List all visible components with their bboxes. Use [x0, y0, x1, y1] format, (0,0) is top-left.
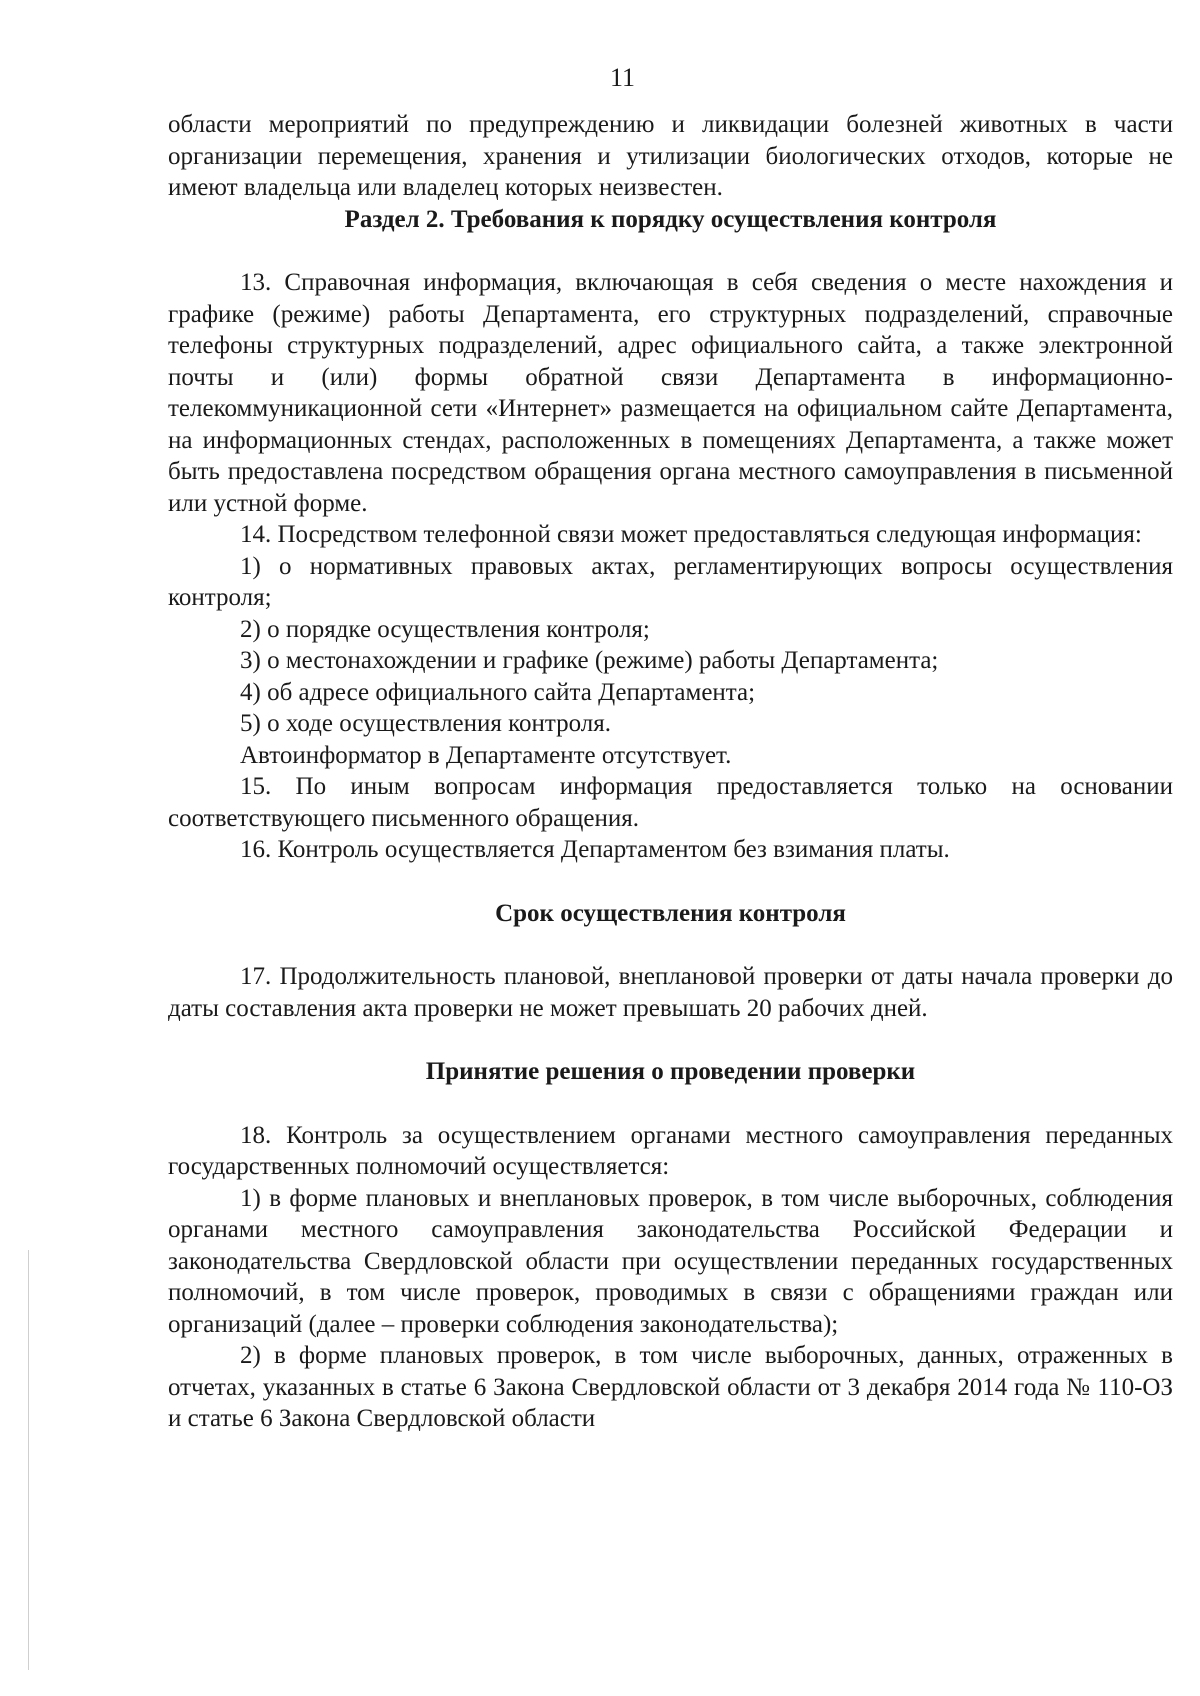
scan-margin-line: [28, 1250, 29, 1670]
subsection-heading-decision: Принятие решения о проведении проверки: [425, 1058, 916, 1085]
spacer: [168, 1088, 1173, 1120]
paragraph-14: 14. Посредством телефонной связи может предоставляться следующая информация:: [240, 521, 1142, 548]
section-heading: Раздел 2. Требования к порядку осуществления контроля: [344, 205, 997, 233]
spacer: [168, 866, 1173, 898]
paragraph-14-note: Автоинформатор в Департаменте отсутствует.: [240, 741, 732, 769]
list-item-18-1: 1) в форме плановых и внеплановых проверок, в том числе выборочных, соблюдения органами местного самоуправления законодательства Российской Федерации и законодательства Свердловской области при осуществлении переданных государственных полномочий, в том числе проверок, проводимых в связи с обращениями граждан или организаций (далее – проверки соблюдения законодательства);: [168, 1184, 1173, 1338]
list-item-14-4: 4) об адресе официального сайта Департамента;: [240, 678, 756, 706]
spacer: [168, 1024, 1173, 1056]
paragraph-intro: области мероприятий по предупреждению и ликвидации болезней животных в части организации перемещения, хранения и утилизации биологических отходов, которые не имеют владельца или владелец которых неизвестен.: [168, 111, 1173, 201]
document-body: [168, 109, 1173, 1435]
list-item-14-2: 2) о порядке осуществления контроля;: [240, 615, 650, 643]
paragraph-16: 16. Контроль осуществляется Департаментом без взимания платы.: [240, 836, 950, 863]
list-item-14-1: 1) о нормативных правовых актах, регламентирующих вопросы осуществления контроля;: [168, 552, 1173, 611]
paragraph-18: 18. Контроль за осуществлением органами местного самоуправления переданных государственных полномочий осуществляется:: [168, 1121, 1173, 1180]
paragraph-15: 15. По иным вопросам информация предоставляется только на основании соответствующего письменного обращения.: [168, 773, 1173, 832]
list-item-14-3: 3) о местонахождении и графике (режиме) работы Департамента;: [240, 647, 939, 674]
page-number: 11: [609, 63, 636, 92]
spacer: [168, 235, 1173, 267]
list-item-14-5: 5) о ходе осуществления контроля.: [240, 710, 612, 737]
paragraph-13: 13. Справочная информация, включающая в себя сведения о месте нахождения и графике (режиме) работы Департамента, его структурных подразделений, справочные телефоны структурных подразделений, адрес официального сайта, а также электронной почты и (или) формы обратной связи Департамента в информационно-телекоммуникационной сети «Интернет» размещается на официальном сайте Департамента, на информационных стендах, расположенных в помещениях Департамента, а также может быть предоставлена посредством обращения органа местного самоуправления в письменной или устной форме.: [168, 269, 1173, 517]
subsection-heading-term: Срок осуществления контроля: [495, 899, 846, 927]
spacer: [168, 929, 1173, 961]
paragraph-17: 17. Продолжительность плановой, внеплановой проверки от даты начала проверки до даты составления акта проверки не может превышать 20 рабочих дней.: [168, 963, 1173, 1022]
list-item-18-2: 2) в форме плановых проверок, в том числе выборочных, данных, отраженных в отчетах, указанных в статье 6 Закона Свердловской области от 3 декабря 2014 года № 110-ОЗ и статье 6 Закона Свердловской области: [168, 1342, 1173, 1432]
